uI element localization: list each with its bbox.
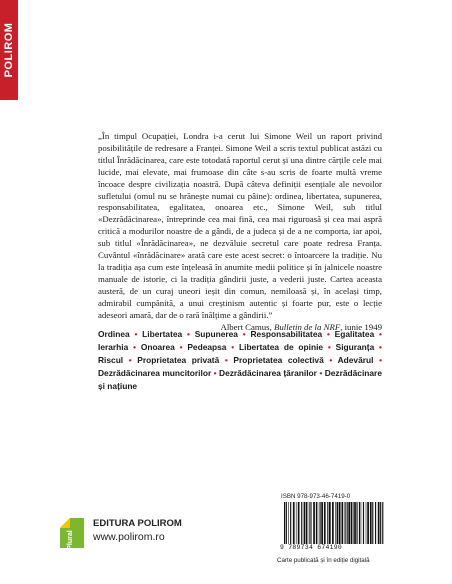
- barcode-bar: [372, 502, 373, 544]
- barcode-bar: [332, 502, 334, 544]
- barcode-bar: [351, 502, 353, 544]
- bullet-separator: •: [123, 355, 138, 366]
- barcode-bar: [324, 502, 326, 544]
- barcode-bar: [356, 502, 357, 544]
- barcode-bar: [320, 502, 321, 544]
- barcode-bar: [335, 502, 336, 544]
- barcode-bar: [321, 502, 323, 544]
- keyword-item: Proprietatea colectivă: [233, 355, 324, 366]
- barcode-bar: [353, 502, 354, 544]
- barcode-digits: 9 789734 674190: [280, 544, 343, 551]
- keyword-item: Ierarhia: [98, 342, 129, 353]
- keyword-item: Responsabilitatea: [250, 329, 323, 339]
- bullet-separator: •: [211, 368, 220, 379]
- bullet-separator: •: [323, 355, 338, 366]
- publisher-url: www.polirom.ro: [93, 531, 165, 543]
- chapter-keywords: [98, 328, 382, 393]
- keyword-item: Onoarea: [140, 342, 175, 353]
- quote-author: Albert Camus,: [220, 321, 274, 332]
- barcode-bar: [298, 502, 300, 544]
- barcode-bar: [308, 502, 309, 544]
- barcode-bar: [306, 502, 307, 544]
- keyword-item: Ordinea: [98, 329, 130, 339]
- keyword-item: Pedeapsa: [187, 342, 227, 353]
- keyword-item: Supunerea: [194, 329, 238, 339]
- keyword-item: Libertatea: [142, 329, 183, 339]
- barcode-bar: [370, 502, 372, 544]
- polirom-spine-banner: [0, 0, 18, 100]
- bullet-separator: •: [323, 342, 336, 353]
- barcode-bar: [347, 502, 348, 544]
- barcode-bar: [354, 502, 356, 544]
- bullet-separator: •: [316, 368, 325, 379]
- bullet-separator: •: [374, 329, 382, 339]
- bullet-separator: •: [322, 329, 335, 339]
- barcode-bar: [309, 502, 310, 544]
- bullet-separator: •: [174, 342, 188, 353]
- bullet-separator: •: [128, 342, 141, 353]
- bullet-separator: •: [129, 329, 143, 339]
- bullet-separator: •: [374, 342, 382, 353]
- isbn-barcode: [280, 502, 388, 544]
- keyword-item: Dezrădăcinarea muncitorilor: [98, 368, 212, 379]
- barcode-bar: [366, 502, 367, 544]
- barcode-bar: [342, 502, 344, 544]
- barcode-bar: [284, 502, 285, 544]
- barcode-bar: [286, 502, 287, 544]
- plural-logo-icon: [58, 514, 86, 550]
- isbn-label: ISBN 978-973-46-7419-0: [281, 493, 351, 500]
- barcode-bar: [339, 502, 341, 544]
- quote-date: , iunie 1949: [340, 321, 382, 332]
- barcode-bar: [348, 502, 350, 544]
- keyword-item: Egalitatea: [334, 329, 375, 339]
- bullet-separator: •: [237, 329, 251, 339]
- barcode-bar: [313, 502, 315, 544]
- barcode-bar: [316, 502, 317, 544]
- publisher-block: [93, 518, 182, 544]
- barcode-bar: [318, 502, 319, 544]
- back-cover-quote: [98, 131, 382, 333]
- bullet-separator: •: [219, 355, 234, 366]
- barcode-bar: [337, 502, 339, 544]
- keyword-item: Dezrădăcinare și națiune: [98, 368, 382, 392]
- barcode-bar: [304, 502, 306, 544]
- barcode-bar: [327, 502, 328, 544]
- barcode-bar: [367, 502, 369, 544]
- keyword-item: Adevărul: [337, 355, 374, 366]
- barcode-bar: [380, 502, 381, 544]
- barcode-bar: [329, 502, 331, 544]
- keyword-item: Siguranța: [335, 342, 375, 353]
- barcode-bar: [345, 502, 346, 544]
- barcode-bar: [301, 502, 302, 544]
- barcode-bar: [375, 502, 376, 544]
- keyword-item: Riscul: [98, 355, 124, 366]
- barcode-bar: [363, 502, 364, 544]
- bullet-separator: •: [373, 355, 382, 366]
- barcode-bar: [378, 502, 380, 544]
- quote-text: „În timpul Ocupației, Londra i-a cerut lui Simone Weil un raport privind posibilitățile de redresare a Franței. Simone Weil a scris textul publicat astăzi cu titlul Înrădăcinarea, care este totodată raportul cerut și una dintre cărțile cele mai lucide, mai elevate, mai frumoase din câte s-au scris de foarte multă vreme încoace despre civilizația noastră. După câteva definiții esențiale ale nevoilor sufletului (omul nu se hrănește numai cu pâine): ordinea, libertatea, supunerea, responsabilitatea, egalitatea, onoarea etc., Simone Weil, sub titlul «Dezrădăcinarea», întreprinde cea mai fină, cea mai riguroasă și cea mai aspră critică a modurilor noastre de a gândi, de a judeca și de a ne comporta, iar apoi, sub titlul «Înrădăcinarea», ne dezvăluie secretul care poate redresa Franța. Cuvântul «înrădăcinare» arată care este acest secret: o întoarcere la tradiție. Nu la tradiția așa cum este înțeleasă în anumite medii politice și în jalnicele noastre manuale de istorie, ci la tradiția gândirii juste, a vederii juste. Cartea aceasta austeră, de un curaj uneori ieșit din comun, nemiloasă și, în același timp, admirabil cumpănită, a unui creștinism autentic și foarte pur, este o lecție adeseori amară, dar de o rară înălțime a gândirii.”: [98, 131, 382, 320]
- bullet-separator: •: [182, 329, 195, 339]
- barcode-bar: [293, 502, 295, 544]
- barcode-bar: [290, 502, 291, 544]
- barcode-bar: [310, 502, 311, 544]
- barcode-bar: [361, 502, 362, 544]
- keyword-item: Proprietatea privată: [137, 355, 220, 366]
- digital-edition-note: Carte publicată și în ediție digitală: [277, 557, 370, 564]
- barcode-bar: [382, 502, 383, 544]
- barcode-bar: [296, 502, 297, 544]
- quote-source: Bulletin de la NRF: [274, 321, 341, 332]
- barcode-bar: [288, 502, 289, 544]
- keyword-item: Libertatea de opinie: [239, 342, 324, 353]
- barcode-bar: [359, 502, 360, 544]
- bullet-separator: •: [226, 342, 239, 353]
- keyword-item: Dezrădăcinarea țăranilor: [219, 368, 317, 379]
- publisher-name: EDITURA POLIROM: [93, 518, 182, 529]
- spine-label: POLIROM: [3, 22, 15, 78]
- plural-logo-text: Plural: [67, 530, 74, 550]
